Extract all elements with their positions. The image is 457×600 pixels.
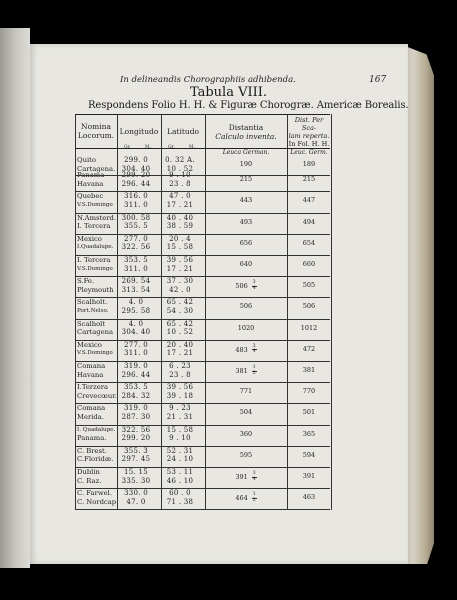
fraction-numerator: 3 — [252, 471, 256, 476]
latitude-value: 20 . 4 — [169, 234, 191, 243]
place-name: C. Raz. — [77, 476, 102, 485]
place-name: Comana — [77, 404, 106, 413]
distance-scale: 215 — [302, 175, 316, 184]
longitude-value: 311. 0 — [123, 349, 149, 358]
latitude-value: 10 . 52 — [166, 164, 194, 173]
distance-scale: 447 — [302, 196, 316, 205]
unit-lon-gr: Gr. — [124, 145, 131, 150]
longitude-value: 330. 0 — [123, 489, 149, 498]
fraction-numerator: 3 — [252, 343, 256, 349]
longitude-value: 353. 5 — [123, 383, 149, 392]
distance-scale: 365 — [302, 429, 316, 438]
distance-calculated — [205, 160, 287, 168]
row-rule — [75, 255, 330, 256]
distance-scale: 189 — [302, 160, 316, 168]
latitude-value: 9 . 10 — [169, 434, 191, 443]
latitude-value: 47 . 0 — [169, 192, 191, 201]
place-name: C. Brest. — [77, 446, 107, 455]
distance-calc-number: 360 — [239, 429, 253, 438]
longitude-value: 355. 3 — [123, 446, 149, 455]
header-dist-fol — [287, 116, 331, 148]
page-number: 167 — [369, 75, 387, 85]
place-name: Scalholt. — [77, 298, 108, 307]
distance-calc-number: 656 — [239, 238, 253, 247]
distance-table — [75, 114, 330, 510]
header-dist-calc-sub: Calculo inventa. — [215, 132, 277, 141]
distance-calculated — [205, 472, 287, 482]
place-name: Havana — [77, 179, 104, 188]
latitude-value: 9 . 23 — [169, 404, 191, 413]
place-name: C. Nordcap — [77, 497, 117, 506]
row-rule — [75, 403, 330, 404]
place-name: Merida. — [77, 412, 104, 421]
longitude-value: 319. 0 — [123, 404, 149, 413]
fraction-denominator: 2 — [252, 497, 256, 503]
distance-calculated — [205, 408, 287, 416]
place-name: S.Fe. — [77, 277, 95, 286]
row-rule — [75, 191, 330, 192]
place-name: Port.Nelso. — [77, 307, 109, 314]
longitude-value: 304. 40 — [121, 328, 151, 337]
longitude-value: 299. 20 — [121, 171, 151, 180]
place-name: Mexico — [77, 340, 102, 349]
longitude-value: 295. 58 — [121, 306, 151, 315]
distance-calculated — [205, 366, 287, 376]
place-name: Scalholt — [77, 319, 106, 328]
distance-calculated — [205, 451, 287, 459]
longitude-value: 316. 0 — [123, 192, 149, 201]
place-name: Mexico — [77, 234, 102, 243]
place-name: Crevecœur. — [77, 391, 117, 400]
place-name: N.Amsterd. — [77, 213, 117, 222]
row-rule — [75, 276, 330, 277]
distance-calc-number: 493 — [239, 217, 253, 226]
longitude-value: 313. 54 — [121, 285, 151, 294]
longitude-value: 300. 58 — [121, 213, 151, 222]
latitude-value: 17 . 21 — [166, 264, 194, 273]
row-rule — [75, 297, 330, 298]
longitude-value: 353. 5 — [123, 256, 149, 264]
distance-fraction — [252, 366, 257, 376]
distance-scale: 1012 — [300, 323, 318, 332]
distance-calc-number: 771 — [239, 387, 253, 396]
row-rule — [75, 175, 330, 176]
fraction-denominator: 4 — [252, 285, 256, 291]
place-name: I. Tercera — [77, 222, 111, 231]
latitude-value: 65 . 42 — [166, 298, 194, 307]
distance-scale: 654 — [302, 238, 316, 247]
place-name: Pleymouth — [77, 285, 114, 294]
latitude-value: 6 . 23 — [169, 362, 191, 370]
header-dist-calc-title: Distantia — [228, 123, 264, 132]
row-rule — [75, 446, 330, 447]
distance-calc-number: 1020 — [237, 323, 255, 332]
longitude-value: 304. 40 — [121, 164, 151, 173]
place-name: Cartagena — [77, 328, 114, 337]
latitude-value: 0. 32 A. — [165, 156, 195, 164]
distance-scale: 506 — [302, 302, 316, 311]
distance-calculated — [205, 302, 287, 310]
distance-calc-number: 215 — [239, 175, 253, 184]
column-rule — [75, 114, 76, 510]
distance-calc-number: 640 — [239, 260, 253, 268]
longitude-value: 311. 0 — [123, 200, 149, 209]
left-page-edge — [0, 28, 30, 568]
longitude-value: 47. 0 — [126, 497, 146, 506]
latitude-value: 53 . 11 — [166, 468, 194, 476]
place-name: Panama — [77, 171, 105, 180]
distance-calculated — [205, 430, 287, 438]
latitude-value: 17 . 21 — [166, 200, 194, 209]
place-name: Dublin — [77, 468, 100, 476]
longitude-value: 299. 0 — [123, 156, 149, 164]
place-name: I. Quadalupe. — [77, 426, 116, 433]
distance-calc-number: 595 — [239, 450, 253, 459]
distance-calc-number: 464 — [235, 494, 248, 503]
distance-calc-number: 443 — [239, 196, 253, 205]
longitude-value: 15. 15 — [123, 468, 149, 476]
row-rule — [75, 213, 330, 214]
fraction-denominator: 2 — [252, 370, 256, 376]
longitude-value: 287. 30 — [121, 412, 151, 421]
distance-calc-number: 190 — [239, 160, 253, 168]
longitude-value: 4. 0 — [128, 319, 144, 328]
latitude-value: 71 . 38 — [166, 497, 194, 506]
longitude-value: 322. 56 — [121, 425, 151, 434]
distance-calculated — [205, 239, 287, 247]
latitude-value: 15 . 58 — [166, 243, 194, 252]
longitude-value: 322. 56 — [121, 243, 151, 252]
longitude-value: 277. 0 — [123, 340, 149, 349]
latitude-value: 23 . 8 — [169, 179, 191, 188]
column-rule — [331, 114, 332, 510]
distance-fraction — [252, 493, 257, 503]
place-name: I.Quadalupe. — [77, 244, 114, 251]
row-rule — [75, 509, 330, 510]
place-name: Havana — [77, 370, 104, 379]
row-rule — [75, 467, 330, 468]
latitude-value: 15 . 58 — [166, 425, 194, 434]
unit-lat-m: M. — [189, 145, 196, 150]
table-subtitle: Respondens Folio H. H. & Figuræ Chorogræ. Americæ Borealis. — [88, 100, 409, 111]
unit-lon-m: M. — [145, 145, 152, 150]
distance-scale: 463 — [302, 493, 316, 502]
row-rule — [75, 425, 330, 426]
latitude-value: 9 . 10 — [169, 171, 191, 180]
header-names: Nomina Locorum. — [77, 122, 115, 140]
distance-scale: 391 — [302, 472, 316, 480]
header-dist-fol-3: In Fol. H. H. — [288, 140, 330, 148]
header-dist-fol-2: lam reperta. — [288, 132, 330, 140]
distance-calculated — [205, 345, 287, 355]
table-title: Tabula VIII. — [189, 85, 268, 100]
header-longitude: Longitudo — [119, 127, 159, 136]
longitude-value: 269. 54 — [121, 277, 151, 286]
fraction-numerator: 3 — [252, 280, 256, 286]
header-latitude: Latitudo — [166, 127, 200, 136]
row-rule — [75, 382, 330, 383]
fraction-numerator: 1 — [252, 365, 256, 370]
place-name: Comana — [77, 362, 106, 370]
row-rule — [75, 319, 330, 320]
row-rule — [75, 114, 330, 115]
latitude-value: 10 . 52 — [166, 328, 194, 337]
header-dist-fol-1: Dist. Per Sca- — [294, 116, 324, 132]
column-rule — [205, 114, 206, 510]
latitude-value: 39 . 18 — [166, 391, 194, 400]
header-dist-calc — [205, 123, 287, 141]
row-rule — [75, 361, 330, 362]
latitude-value: 38 . 59 — [166, 222, 194, 231]
place-name: C. Farwel. — [77, 489, 113, 498]
column-rule — [117, 114, 118, 510]
distance-scale: 770 — [302, 387, 316, 396]
fraction-denominator: 4 — [252, 349, 256, 355]
distance-scale: 501 — [302, 408, 316, 417]
longitude-value: 319. 0 — [123, 362, 149, 370]
distance-scale: 594 — [302, 450, 316, 459]
distance-calc-number: 506 — [235, 282, 248, 291]
distance-calculated — [205, 281, 287, 291]
distance-fraction — [252, 281, 257, 291]
latitude-value: 54 . 30 — [166, 306, 194, 315]
unit-fol: Leuc. Germ. — [290, 149, 328, 156]
distance-calculated — [205, 387, 287, 395]
distance-scale: 472 — [302, 344, 316, 353]
distance-scale: 660 — [302, 260, 316, 268]
latitude-value: 21 . 31 — [166, 412, 194, 421]
place-name: V.S.Domingo — [77, 350, 113, 357]
row-rule — [75, 234, 330, 235]
latitude-value: 24 . 10 — [166, 455, 194, 464]
distance-calculated — [205, 493, 287, 503]
distance-calculated — [205, 175, 287, 183]
row-rule — [75, 148, 330, 149]
latitude-value: 39 . 56 — [166, 383, 194, 392]
distance-scale: 381 — [302, 366, 316, 374]
latitude-value: 17 . 21 — [166, 349, 194, 358]
fraction-denominator: 4 — [252, 476, 256, 482]
longitude-value: 299. 20 — [121, 434, 151, 443]
distance-calc-number: 506 — [239, 302, 253, 311]
longitude-value: 311. 0 — [123, 264, 149, 273]
distance-calc-number: 381 — [235, 367, 248, 375]
latitude-value: 65 . 42 — [166, 319, 194, 328]
unit-lat-gr: Gr. — [168, 145, 175, 150]
place-name: I.Terzera — [77, 383, 109, 392]
distance-calculated — [205, 196, 287, 204]
longitude-value: 296. 44 — [121, 179, 151, 188]
latitude-value: 39 . 56 — [166, 256, 194, 264]
latitude-value: 37 . 30 — [166, 277, 194, 286]
column-rule — [287, 114, 288, 510]
fraction-numerator: 1 — [252, 492, 256, 498]
latitude-value: 60 . 0 — [169, 489, 191, 498]
longitude-value: 4. 0 — [128, 298, 144, 307]
distance-calc-number: 483 — [235, 345, 248, 354]
latitude-value: 23 . 8 — [169, 370, 191, 379]
place-name: Quito — [77, 156, 96, 164]
place-name: V.S.Domingo — [77, 265, 113, 272]
longitude-value: 296. 44 — [121, 370, 151, 379]
distance-scale: 505 — [302, 281, 316, 290]
longitude-value: 284. 32 — [121, 391, 151, 400]
latitude-value: 42 . 0 — [169, 285, 191, 294]
longitude-value: 277. 0 — [123, 234, 149, 243]
longitude-value: 335. 30 — [121, 476, 151, 485]
place-name: Quebec — [77, 192, 104, 201]
running-title: In delineandis Chorographiis adhibenda. — [120, 75, 296, 85]
latitude-value: 46 . 10 — [166, 476, 194, 485]
place-name: Cartagena. — [77, 164, 116, 173]
place-name: C.Floridæ. — [77, 455, 114, 464]
distance-scale: 494 — [302, 217, 316, 226]
longitude-value: 355. 5 — [123, 222, 149, 231]
column-rule — [161, 114, 162, 510]
row-rule — [75, 340, 330, 341]
distance-calculated — [205, 218, 287, 226]
distance-fraction — [252, 345, 257, 355]
row-rule — [75, 488, 330, 489]
distance-calc-number: 504 — [239, 408, 253, 417]
place-name: Panama. — [77, 434, 107, 443]
place-name: V.S.Domingo — [77, 201, 113, 208]
distance-calc-number: 391 — [235, 473, 248, 481]
place-name: I. Tercera — [77, 256, 111, 264]
distance-calculated — [205, 260, 287, 268]
latitude-value: 52 . 31 — [166, 446, 194, 455]
distance-calculated — [205, 324, 287, 332]
unit-calc: Leuca German. — [222, 149, 270, 156]
longitude-value: 297. 45 — [121, 455, 151, 464]
latitude-value: 20 . 40 — [166, 340, 194, 349]
distance-fraction — [252, 472, 257, 482]
latitude-value: 40 . 40 — [166, 213, 194, 222]
